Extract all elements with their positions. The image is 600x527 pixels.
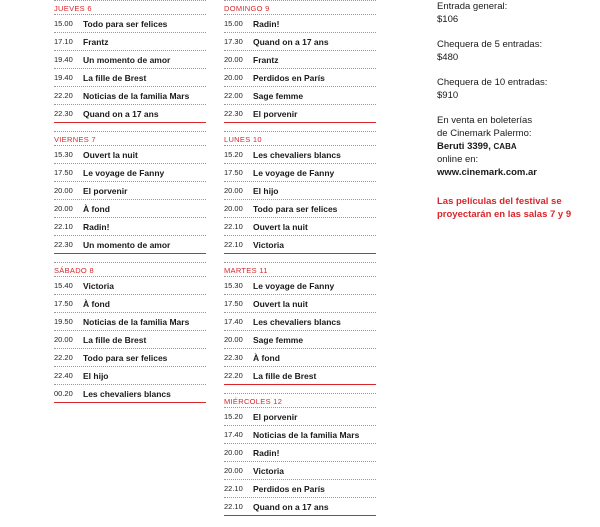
screening-time: 15.30 <box>54 150 73 159</box>
city: CABA <box>493 142 517 151</box>
screening-time: 22.30 <box>224 109 243 118</box>
screening-row <box>224 366 376 384</box>
film-title: À fond <box>83 203 110 214</box>
day-header: MIÉRCOLES 12 <box>224 397 283 406</box>
screening-time: 20.00 <box>54 186 73 195</box>
day-divider <box>224 253 376 254</box>
screening-time: 17.50 <box>54 168 73 177</box>
film-title: Ouvert la nuit <box>83 149 138 160</box>
day-block <box>54 262 206 403</box>
film-title: Noticias de la familia Mars <box>83 90 190 101</box>
day-block <box>224 262 376 385</box>
screening-row <box>224 217 376 235</box>
screening-time: 20.00 <box>224 466 243 475</box>
film-title: Quand on a 17 ans <box>83 108 159 119</box>
screening-time: 20.00 <box>224 448 243 457</box>
screening-row <box>224 68 376 86</box>
general-price: $106 <box>437 14 459 25</box>
screening-time: 22.20 <box>54 91 73 100</box>
screening-row <box>54 104 206 122</box>
day-header: VIERNES 7 <box>54 135 96 144</box>
general-ticket <box>437 0 597 26</box>
film-title: Todo para ser felices <box>83 352 168 363</box>
screening-row <box>54 235 206 253</box>
screening-row <box>224 461 376 479</box>
screening-time: 22.10 <box>224 502 243 511</box>
day-divider <box>224 384 376 385</box>
screening-time: 17.40 <box>224 317 243 326</box>
screening-row <box>224 443 376 461</box>
sale-line-2: de Cinemark Palermo: <box>437 128 532 139</box>
day-divider <box>224 515 376 516</box>
screening-time: 22.40 <box>54 371 73 380</box>
ten-ticket-pack <box>437 76 597 102</box>
screening-time: 17.40 <box>224 430 243 439</box>
screening-time: 15.00 <box>224 19 243 28</box>
film-title: La fille de Brest <box>83 72 147 83</box>
screening-row <box>54 145 206 163</box>
film-title: Radin! <box>83 221 110 232</box>
screening-time: 20.00 <box>54 335 73 344</box>
screening-row <box>224 14 376 32</box>
day-divider <box>224 122 376 123</box>
screening-time: 22.20 <box>224 371 243 380</box>
film-title: Ouvert la nuit <box>253 221 308 232</box>
film-title: El porvenir <box>83 185 128 196</box>
film-title: Les chevaliers blancs <box>253 316 341 327</box>
screening-row <box>224 50 376 68</box>
film-title: À fond <box>83 298 110 309</box>
screening-row <box>224 479 376 497</box>
screening-row <box>54 312 206 330</box>
day-block <box>54 0 206 123</box>
website-link[interactable]: www.cinemark.com.ar <box>437 167 537 178</box>
film-title: Les chevaliers blancs <box>253 149 341 160</box>
film-title: Noticias de la familia Mars <box>253 429 360 440</box>
film-title: El porvenir <box>253 411 298 422</box>
screening-row <box>54 32 206 50</box>
film-title: La fille de Brest <box>253 370 317 381</box>
day-header: MARTES 11 <box>224 266 268 275</box>
day-header: DOMINGO 9 <box>224 4 270 13</box>
film-title: La fille de Brest <box>83 334 147 345</box>
day-block <box>224 131 376 254</box>
film-title: Perdidos en París <box>253 483 325 494</box>
screening-time: 17.30 <box>224 37 243 46</box>
film-title: Noticias de la familia Mars <box>83 316 190 327</box>
screening-row <box>224 330 376 348</box>
ten-label: Chequera de 10 entradas: <box>437 77 548 88</box>
screening-time: 20.00 <box>224 335 243 344</box>
day-header: JUEVES 6 <box>54 4 92 13</box>
film-title: Sage femme <box>253 334 304 345</box>
screening-row <box>224 163 376 181</box>
ten-price: $910 <box>437 90 459 101</box>
screening-time: 15.30 <box>224 281 243 290</box>
film-title: El hijo <box>253 185 279 196</box>
screening-row <box>54 86 206 104</box>
screening-row <box>224 199 376 217</box>
screening-row <box>54 199 206 217</box>
screening-row <box>54 50 206 68</box>
five-price: $480 <box>437 52 459 63</box>
day-header: LUNES 10 <box>224 135 262 144</box>
screening-time: 20.00 <box>224 186 243 195</box>
screening-row <box>54 366 206 384</box>
day-divider <box>54 402 206 403</box>
screening-row <box>224 32 376 50</box>
film-title: Frantz <box>253 54 279 65</box>
film-title: Quand on a 17 ans <box>253 501 329 512</box>
screening-row <box>224 86 376 104</box>
screening-time: 19.40 <box>54 73 73 82</box>
screening-row <box>224 104 376 122</box>
screening-time: 15.00 <box>54 19 73 28</box>
screening-row <box>54 330 206 348</box>
film-title: Victoria <box>83 280 115 291</box>
screening-time: 20.00 <box>54 204 73 213</box>
film-title: Todo para ser felices <box>83 18 168 29</box>
film-title: Todo para ser felices <box>253 203 338 214</box>
screening-row <box>54 163 206 181</box>
screening-row <box>54 14 206 32</box>
screening-time: 15.20 <box>224 412 243 421</box>
day-block <box>224 0 376 123</box>
film-title: Radin! <box>253 447 280 458</box>
film-title: El porvenir <box>253 108 298 119</box>
film-title: Ouvert la nuit <box>253 298 308 309</box>
day-block <box>224 393 376 516</box>
film-title: Frantz <box>83 36 109 47</box>
schedule-column-2 <box>224 0 376 524</box>
screening-time: 22.10 <box>224 240 243 249</box>
screening-time: 22.20 <box>54 353 73 362</box>
screening-row <box>224 276 376 294</box>
screening-time: 17.50 <box>224 299 243 308</box>
screening-time: 20.00 <box>224 55 243 64</box>
general-label: Entrada general: <box>437 1 508 12</box>
five-ticket-pack <box>437 38 597 64</box>
screening-row <box>54 384 206 402</box>
film-title: À fond <box>253 352 280 363</box>
film-title: Victoria <box>253 239 285 250</box>
film-title: Le voyage de Fanny <box>83 167 165 178</box>
screening-row <box>54 348 206 366</box>
screening-time: 00.20 <box>54 389 73 398</box>
screening-row <box>224 425 376 443</box>
film-title: Sage femme <box>253 90 304 101</box>
film-title: Victoria <box>253 465 285 476</box>
screening-row <box>54 181 206 199</box>
screening-time: 22.30 <box>224 353 243 362</box>
screening-time: 17.50 <box>54 299 73 308</box>
screening-row <box>54 68 206 86</box>
film-title: Le voyage de Fanny <box>253 280 335 291</box>
screening-time: 22.30 <box>54 109 73 118</box>
sale-info <box>437 114 597 179</box>
day-divider <box>54 253 206 254</box>
day-header: SÁBADO 8 <box>54 266 94 275</box>
screening-time: 15.20 <box>224 150 243 159</box>
screening-row <box>224 497 376 515</box>
ticket-info <box>437 0 597 221</box>
day-divider <box>54 122 206 123</box>
film-title: Quand on a 17 ans <box>253 36 329 47</box>
screening-time: 19.50 <box>54 317 73 326</box>
schedule-column-1 <box>54 0 206 411</box>
screening-time: 15.40 <box>54 281 73 290</box>
screening-time: 17.50 <box>224 168 243 177</box>
screening-row <box>54 217 206 235</box>
film-title: Le voyage de Fanny <box>253 167 335 178</box>
screening-row <box>54 294 206 312</box>
screening-time: 22.00 <box>224 91 243 100</box>
screening-row <box>224 145 376 163</box>
film-title: Les chevaliers blancs <box>83 388 171 399</box>
screening-time: 22.10 <box>224 484 243 493</box>
film-title: Radin! <box>253 18 280 29</box>
screening-time: 17.10 <box>54 37 73 46</box>
screening-time: 22.10 <box>54 222 73 231</box>
day-block <box>54 131 206 254</box>
screening-time: 22.10 <box>224 222 243 231</box>
festival-note: Las películas del festival se proyectarán en las salas 7 y 9 <box>437 196 572 220</box>
film-title: Perdidos en París <box>253 72 325 83</box>
screening-row <box>224 181 376 199</box>
screening-time: 22.30 <box>54 240 73 249</box>
screening-time: 20.00 <box>224 73 243 82</box>
screening-row <box>224 235 376 253</box>
film-title: Un momento de amor <box>83 54 171 65</box>
film-title: El hijo <box>83 370 109 381</box>
sale-line-1: En venta en boleterías <box>437 115 533 126</box>
online-label: online en: <box>437 154 479 165</box>
screening-row <box>54 276 206 294</box>
screening-row <box>224 312 376 330</box>
address: Beruti 3399, <box>437 141 491 152</box>
screening-time: 20.00 <box>224 204 243 213</box>
film-title: Un momento de amor <box>83 239 171 250</box>
screening-time: 19.40 <box>54 55 73 64</box>
five-label: Chequera de 5 entradas: <box>437 39 543 50</box>
screening-row <box>224 407 376 425</box>
screening-row <box>224 348 376 366</box>
screening-row <box>224 294 376 312</box>
